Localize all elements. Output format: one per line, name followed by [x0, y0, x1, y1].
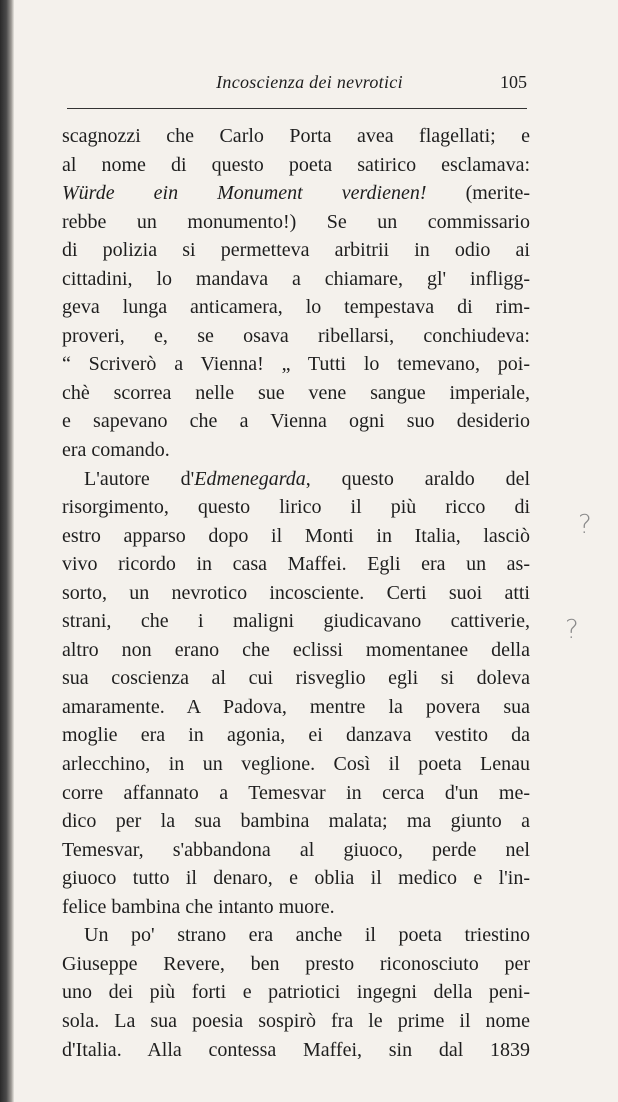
text-line: sola. La sua poesia sospirò fra le prime il nome: [62, 1009, 530, 1032]
text-line: altro non erano che eclissi momentanee della: [62, 638, 530, 661]
text-line: al nome di questo poeta satirico esclamava:: [62, 153, 530, 176]
text-line: giuoco tutto il denaro, e oblia il medico e l'in-: [62, 867, 530, 890]
text-line: geva lunga anticamera, lo tempestava di rim-: [62, 296, 530, 319]
text-line: estro apparso dopo il Monti in Italia, lasciò: [62, 524, 530, 547]
text-line: Giuseppe Revere, ben presto riconosciuto per: [62, 952, 530, 975]
text-line: vivo ricordo in casa Maffei. Egli era un as-: [62, 553, 530, 576]
text-line: moglie era in agonia, ei danzava vestito da: [62, 724, 530, 747]
text-line: proveri, e, se osava ribellarsi, conchiudeva:: [62, 324, 530, 347]
text-line: era comando.: [62, 439, 170, 462]
text-line: risorgimento, questo lirico il più ricco di: [62, 496, 530, 519]
text-line: e sapevano che a Vienna ogni suo desiderio: [62, 410, 530, 433]
text-line: d'Italia. Alla contessa Maffei, sin dal 1839: [62, 1038, 530, 1061]
text-line: Un po' strano era anche il poeta triestino: [84, 924, 530, 947]
header-rule: [67, 108, 527, 109]
book-binding-edge: [0, 0, 14, 1102]
text-line: felice bambina che intanto muore.: [62, 895, 335, 918]
text-line: uno dei più forti e patriotici ingegni della peni-: [62, 981, 530, 1004]
text-line: rebbe un monumento!) Se un commissario: [62, 210, 530, 233]
text-line: strani, che i maligni giudicavano cattiverie,: [62, 610, 530, 633]
margin-pencil-mark: ?: [565, 615, 579, 645]
italic-phrase: Edmenegarda: [194, 467, 306, 490]
text-line: cittadini, lo mandava a chiamare, gl' infligg-: [62, 267, 530, 290]
text-line: Würde ein Monument verdienen! (merite-: [62, 182, 530, 205]
page-header: [62, 72, 527, 98]
text-line: Temesvar, s'abbandona al giuoco, perde nel: [62, 838, 530, 861]
body-text: [62, 122, 530, 1064]
margin-pencil-mark: ?: [578, 510, 592, 540]
text-line: L'autore d'Edmenegarda, questo araldo del: [84, 467, 530, 490]
text-line: “ Scriverò a Vienna! „ Tutti lo temevano, poi-: [62, 353, 530, 376]
text-line: arlecchino, in un veglione. Così il poeta Lenau: [62, 753, 530, 776]
text-line: sua coscienza al cui risveglio egli si doleva: [62, 667, 530, 690]
text-line: chè scorrea nelle sue vene sangue imperiale,: [62, 381, 530, 404]
italic-phrase: Würde ein Monument verdienen!: [62, 182, 427, 205]
text-line: scagnozzi che Carlo Porta avea flagellati; e: [62, 125, 530, 147]
text-line: amaramente. A Padova, mentre la povera sua: [62, 695, 530, 718]
text-line: sorto, un nevrotico incosciente. Certi suoi atti: [62, 581, 530, 604]
page-number: 105: [500, 72, 527, 92]
text-line: dico per la sua bambina malata; ma giunto a: [62, 810, 530, 833]
running-title: Incoscienza dei nevrotici: [216, 72, 403, 92]
text-line: di polizia si permetteva arbitrii in odio ai: [62, 239, 530, 262]
text-line: corre affannato a Temesvar in cerca d'un me-: [62, 781, 530, 804]
